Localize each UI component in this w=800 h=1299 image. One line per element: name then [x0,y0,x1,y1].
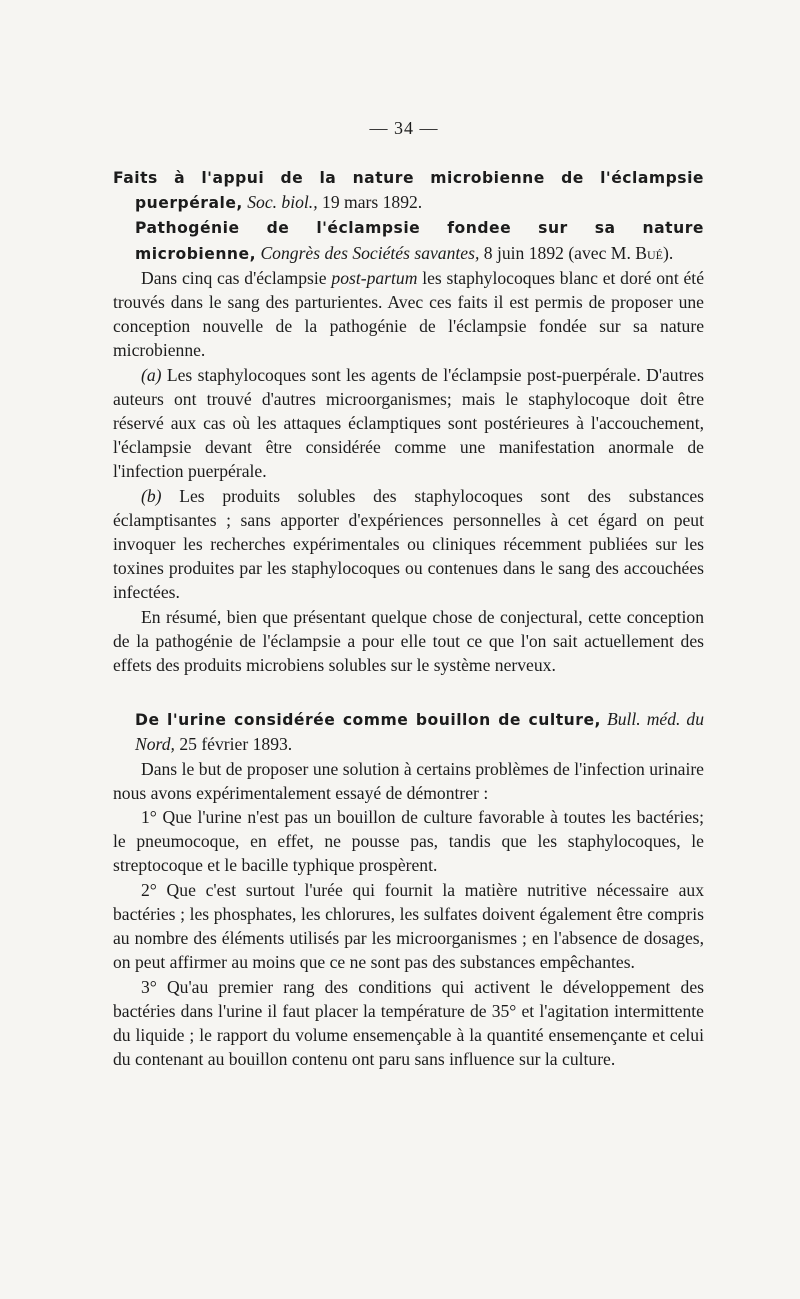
bibliography-entry [113,215,704,265]
page-content [113,165,704,1071]
entry-close: ). [662,242,674,263]
entry-source: Soc. biol., [247,192,318,213]
body-paragraph [113,363,704,484]
list-item: 3° Qu'au premier rang des conditions qui activent le développement des bactéries dans l'urine il faut placer la température de 35° et l'agitation intermittente du liquide ; le rapport du volume ensemençable à la quantité ensemençante et celui du contenant au bouillon contenu ont paru sans influence sur la culture. [113,976,704,1070]
bibliography-entry [113,165,704,215]
list-item: 2° Que c'est surtout l'urée qui fournit la matière nutritive nécessaire aux bactéries ; les phosphates, les chlorures, les sulfates doivent également être compris au nombre des éléments utilisés par les microorganismes ; en l'absence de dosages, on peut affirmer au moins que ce ne sont pas des substances empêchantes. [113,879,704,973]
entry-title: Faits à l'appui de la nature microbienne de l'éclampsie puerpérale, [113,169,704,213]
body-paragraph: Dans le but de proposer une solution à certains problèmes de l'infection urinaire nous avons expérimentalement essayé de démontrer : [113,758,704,803]
body-paragraph: En résumé, bien que présentant quelque chose de conjectural, cette conception de la pathogénie de l'éclampsie a pour elle tout ce que l'on sait actuellement des effets des produits microbiens solubles sur le système nerveux. [113,606,704,676]
page-number: — 34 — [369,118,439,138]
paragraph-text: Dans cinq cas d'éclampsie [141,267,327,288]
entry-title: Pathogénie de l'éclampsie fondee sur sa nature microbienne, [135,219,704,263]
entry-date: 25 février 1893. [179,734,293,755]
body-paragraph [113,266,704,363]
entry-date: 19 mars 1892. [322,192,423,213]
entry-source: Bull. méd. du Nord, [135,709,704,755]
item-label: (a) [141,364,162,385]
entry-date: 8 juin 1892 (avec M. [483,242,631,263]
entry-title: De l'urine considérée comme bouillon de culture, [135,711,601,730]
paragraph-text: Les produits solubles des staphylocoques sont des substances éclamptisantes ; sans apporter d'expériences personnelles à cet égard on peut invoquer les recherches expérimentales ou cliniques récemment publiées sur les toxines produites par les staphylocoques ou contenues dans le sang des accouchées infectées. [113,485,704,603]
body-paragraph [113,484,704,605]
paragraph-text: les staphylocoques blanc et doré ont été trouvés dans le sang des parturientes. Avec ces faits il est permis de proposer une conception nouvelle de la pathogénie de l'éclampsie fondée sur sa nature microbienne. [113,267,705,361]
entry-source: Congrès des Sociétés savantes, [260,242,480,263]
bibliography-entry [113,707,704,756]
list-item: 1° Que l'urine n'est pas un bouillon de culture favorable à toutes les bactéries; le pneumocoque, en effet, ne pousse pas, tandis que les staphylocoques, le streptocoque et le bacille typhique prospèrent. [113,807,704,876]
item-label: (b) [141,485,162,506]
paragraph-text: Les staphylocoques sont les agents de l'éclampsie post-puerpérale. D'autres auteurs ont trouvé d'autres microorganismes; mais le staphylocoque doit être réservé aux cas où les attaques éclamptiques sont postérieures à l'accouchement, l'éclampsie devant être considérée comme une manifestation anormale de l'infection puerpérale. [113,364,704,482]
paragraph-italic: post-partum [331,267,418,288]
entry-coauthor: Bué [635,242,663,263]
